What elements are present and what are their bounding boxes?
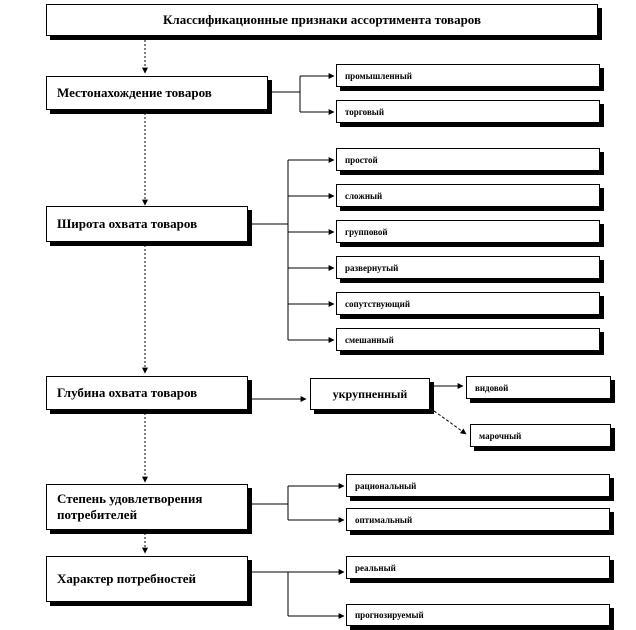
criterion-satisfaction: Степень удовлетворения потребителей [46, 484, 248, 530]
intermediate-box: укрупненный [310, 378, 430, 410]
criterion-location: Местонахождение товаров [46, 76, 268, 110]
option-box: прогнозируемый [346, 604, 610, 626]
option-box: рациональный [346, 474, 610, 497]
option-box: промышленный [336, 64, 600, 87]
option-box: торговый [336, 100, 600, 123]
criterion-needs: Характер потребностей [46, 556, 248, 602]
option-box: групповой [336, 220, 600, 243]
option-box: реальный [346, 556, 610, 579]
option-box: сопутствующий [336, 292, 600, 315]
criterion-depth: Глубина охвата товаров [46, 376, 248, 410]
option-box: развернутый [336, 256, 600, 279]
option-box: оптимальный [346, 508, 610, 531]
option-box: простой [336, 148, 600, 171]
option-box: марочный [470, 424, 611, 447]
option-box: видовой [466, 376, 611, 399]
option-box: смешанный [336, 328, 600, 351]
criterion-breadth: Широта охвата товаров [46, 206, 248, 242]
diagram-title: Классификационные признаки ассортимента товаров [46, 4, 598, 36]
option-box: сложный [336, 184, 600, 207]
